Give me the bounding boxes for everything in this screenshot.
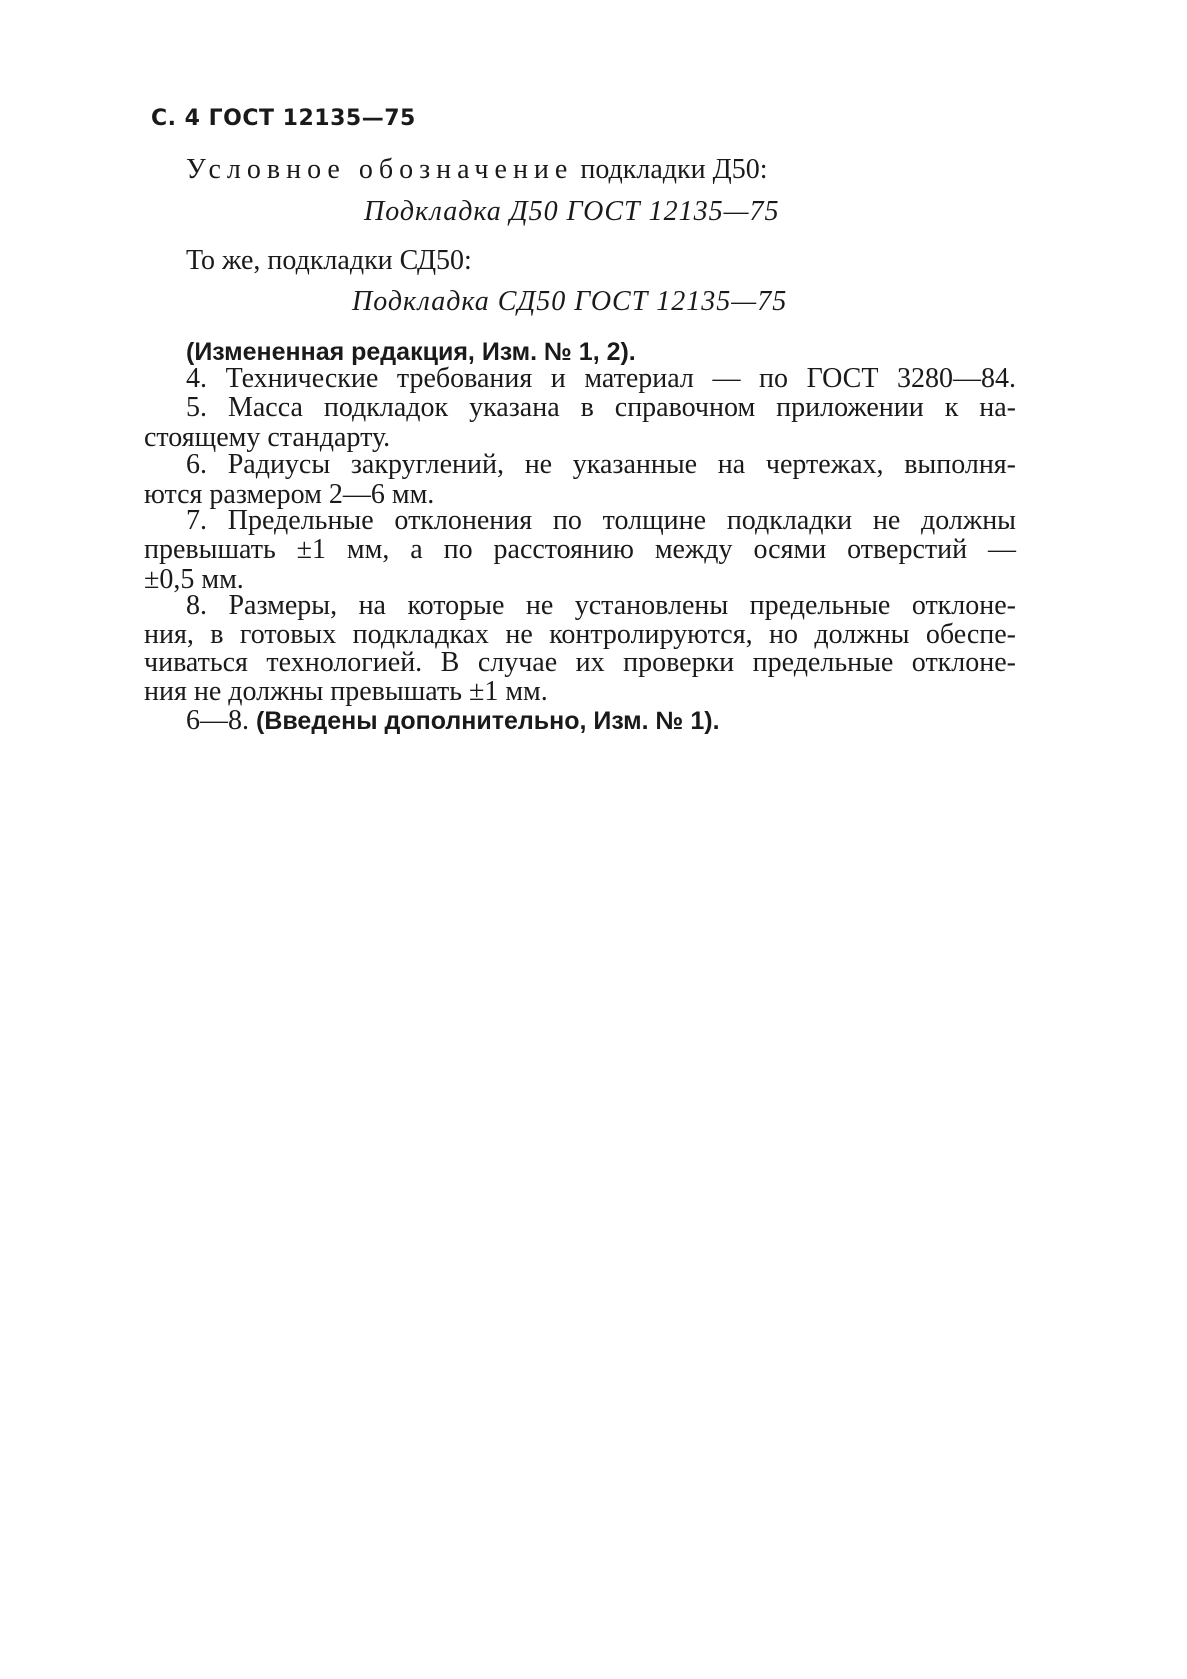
note-range: 6—8. [186, 705, 256, 736]
example-sd50: Подкладка СД50 ГОСТ 12135—75 [352, 286, 788, 317]
item-8-line-4: ния не должны превышать ±1 мм. [144, 676, 548, 707]
item-7-line-1: 7. Предельные отклонения по толщине подкладки не должны [186, 505, 1016, 536]
designation-intro-spaced: Условное обозначение [186, 154, 574, 185]
item-4: 4. Технические требования и материал — по ГОСТ 3280—84. [186, 363, 1016, 394]
item-6-line-2: ются размером 2—6 мм. [144, 479, 435, 510]
note-6-8 [186, 705, 720, 737]
item-5-line-1: 5. Масса подкладок указана в справочном приложении к на- [186, 392, 1016, 423]
revision-note: (Измененная редакция, Изм. № 1, 2). [186, 338, 636, 366]
item-8-line-3: чиваться технологией. В случае их проверки предельные отклоне- [144, 647, 1016, 678]
item-8-line-2: ния, в готовых подкладках не контролируются, но должны обеспе- [144, 619, 1016, 650]
item-8-line-1: 8. Размеры, на которые не установлены предельные отклоне- [186, 590, 1016, 621]
designation-intro [186, 154, 767, 186]
item-7-line-2: превышать ±1 мм, а по расстоянию между осями отверстий — [144, 534, 1016, 565]
same-intro: То же, подкладки СД50: [186, 245, 472, 276]
item-7-line-3: ±0,5 мм. [144, 564, 244, 595]
note-text: (Введены дополнительно, Изм. № 1). [256, 707, 720, 735]
running-head: С. 4 ГОСТ 12135—75 [151, 106, 416, 131]
item-6-line-1: 6. Радиусы закруглений, не указанные на чертежах, выполня- [186, 449, 1016, 480]
designation-intro-rest: подкладки Д50: [573, 154, 768, 185]
example-d50: Подкладка Д50 ГОСТ 12135—75 [364, 196, 780, 227]
item-5-line-2: стоящему стандарту. [144, 422, 391, 453]
